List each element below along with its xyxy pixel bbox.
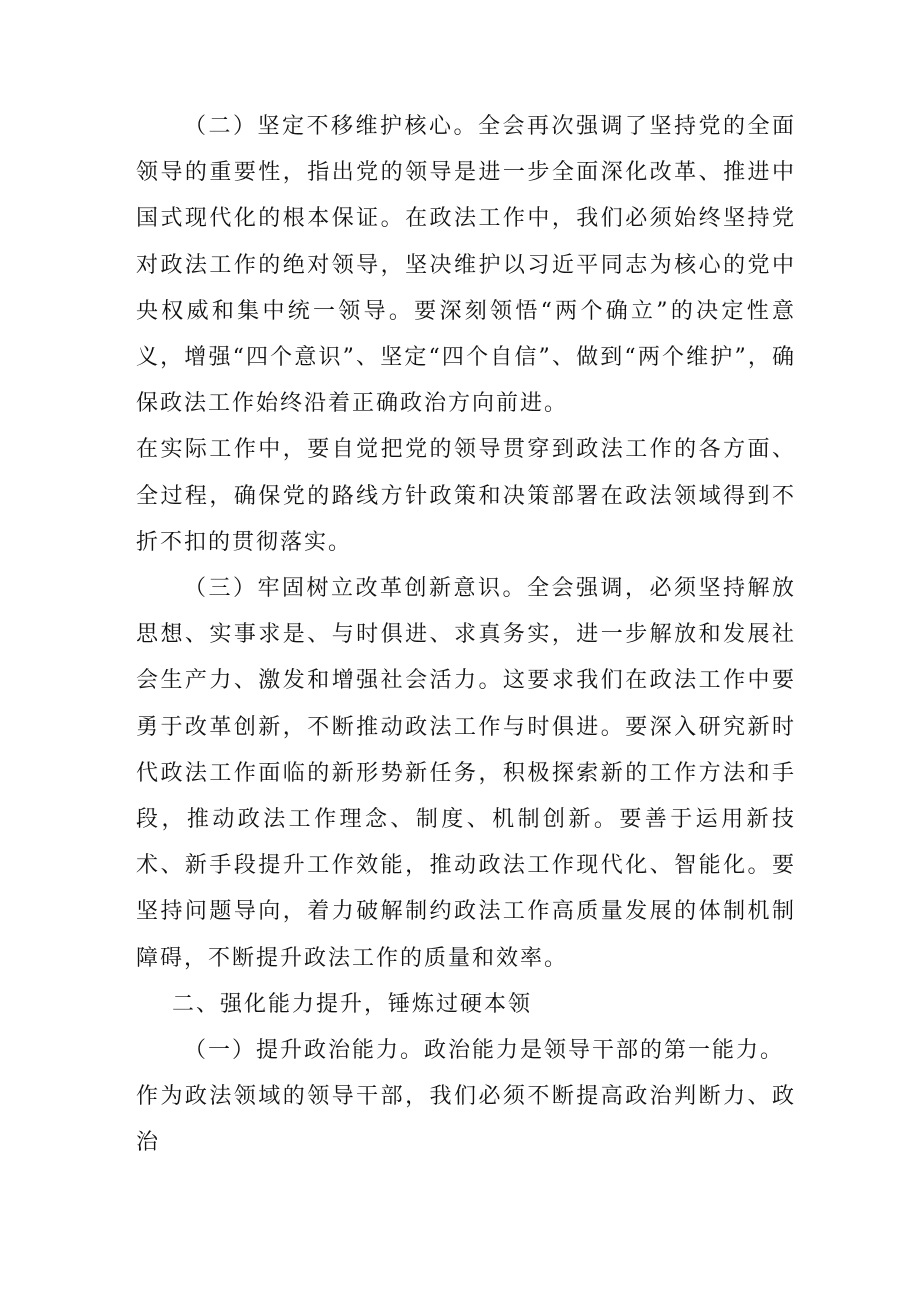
section-heading-ability: 二、强化能力提升，锤炼过硬本领: [172, 991, 533, 1017]
document-body: [136, 104, 796, 1167]
paragraph-political-ability: （一）提升政治能力。政治能力是领导干部的第一能力。: [184, 1038, 785, 1064]
paragraph-practical-work: 在实际工作中，要自觉把党的领导贯穿到政法工作的各方面、全过程，确保党的路线方针政策和决策部署在政法领域得到不折不扣的贯彻落实。: [136, 437, 796, 555]
paragraph-core-leadership: （二）坚定不移维护核心。全会再次强调了坚持党的全面领导的重要性，指出党的领导是进一步全面深化改革、推进中国式现代化的根本保证。在政法工作中，我们必须始终坚持党对政法工作的绝对领导，坚决维护以习近平同志为核心的党中央权威和集中统一领导。要深刻领悟“两个确立”的决定性意义，增强“四个意识”、坚定“四个自信”、做到“两个维护”，确保政法工作始终沿着正确政治方向前进。: [136, 114, 796, 417]
paragraph-reform-innovation: （三）牢固树立改革创新意识。全会强调，必须坚持解放思想、实事求是、与时俱进、求真务实，进一步解放和发展社会生产力、激发和增强社会活力。这要求我们在政法工作中要勇于改革创新，不断推动政法工作与时俱进。要深入研究新时代政法工作面临的新形势新任务，积极探索新的工作方法和手段，推动政法工作理念、制度、机制创新。要善于运用新技术、新手段提升工作效能，推动政法工作现代化、智能化。要坚持问题导向，着力破解制约政法工作高质量发展的体制机制障碍，不断提升政法工作的质量和效率。: [136, 576, 796, 971]
paragraph-political-ability-continued: 作为政法领域的领导干部，我们必须不断提高政治判断力、政治: [136, 1084, 796, 1156]
